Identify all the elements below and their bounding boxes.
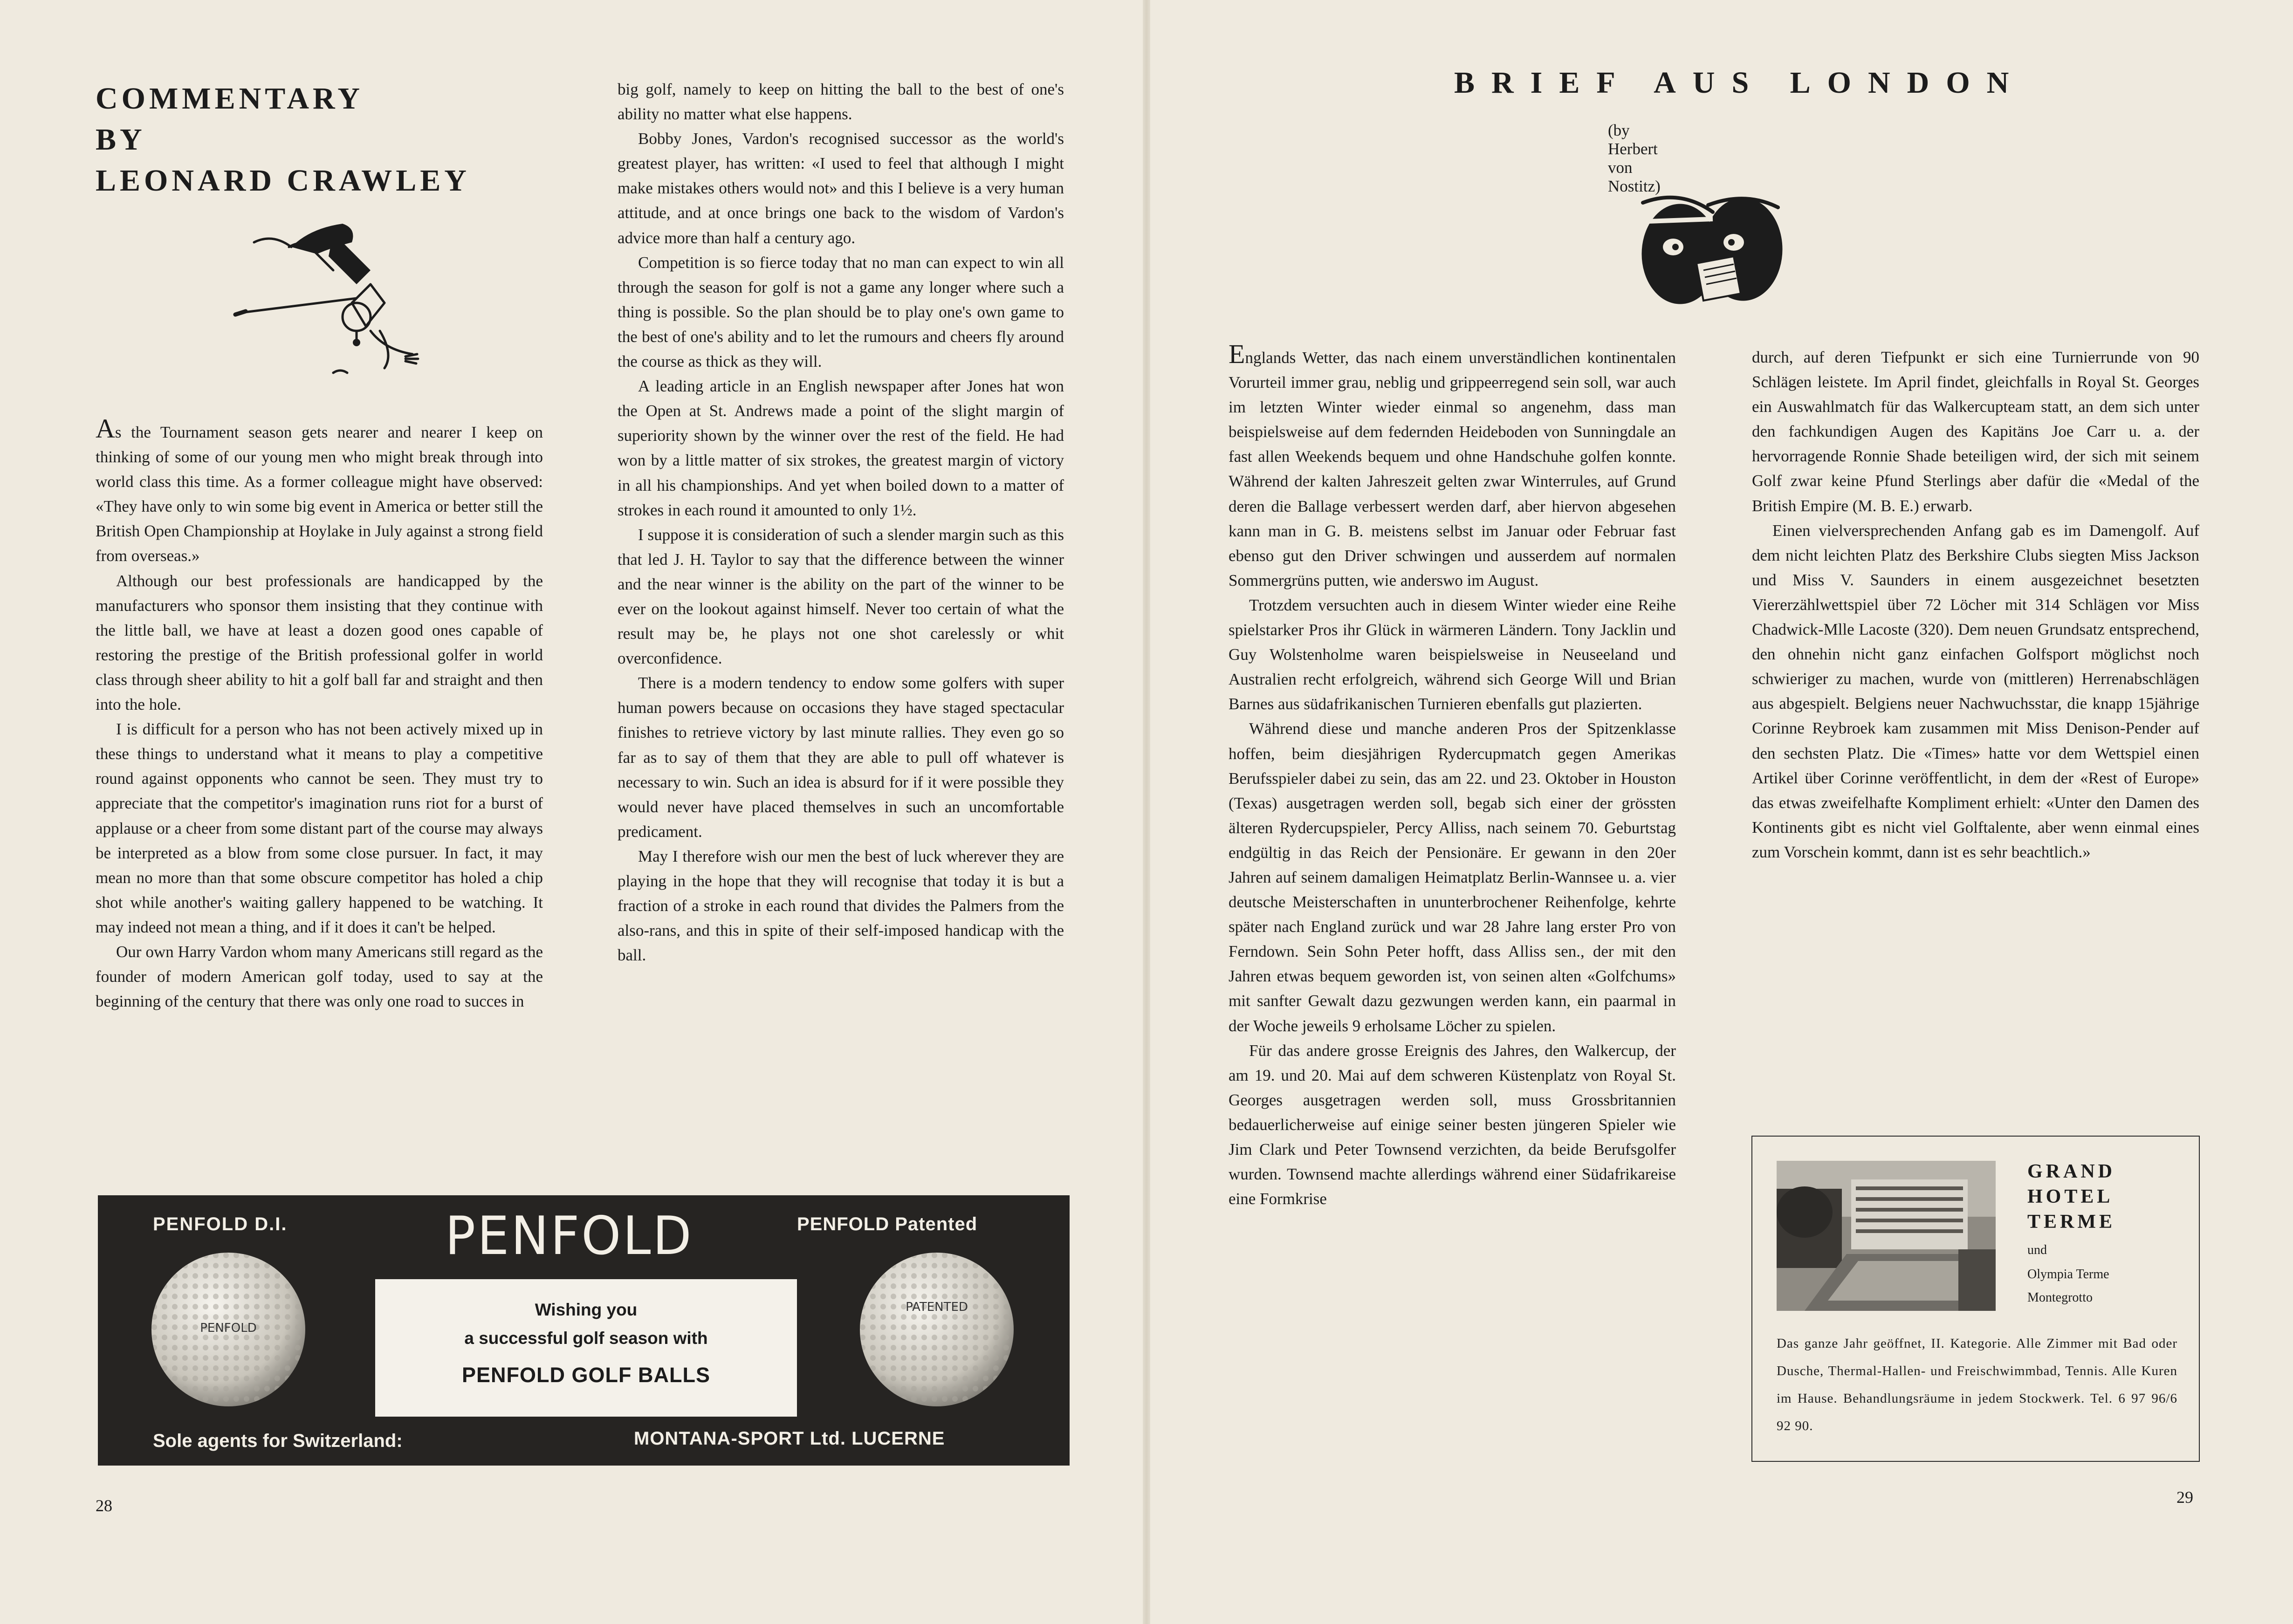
- paragraph-text: nglands Wetter, das nach einem unverständlichen kontinentalen Vorurteil immer grau, neblig und grippeerregend sein soll, war auch im letzten Winter wieder einmal so angenehm, dass man beispielsweise auf dem federnden Heideboden von Sunningdale an fast allen Weekends bequem und ohne Handschuhe golfen konnte. Während der kalten Jahreszeit gelten zwar Winterrules, auf Grund deren die Ballage verbessert werden darf, aber hiervon abgesehen kann man in G. B. meistens selbst im Januar oder Februar fast ebenso gut den Driver schwingen und ausserdem auf normalen Sommergrüns putten, wie anderswo im August.: [1229, 349, 1676, 589]
- paragraph: Einen vielversprechenden Anfang gab es im Damengolf. Auf dem nicht leichten Platz des Berkshire Clubs siegten Miss Jackson und Miss V. Saunders in einem ausgezeichnet besetzten Viererzählwettspiel über 72 Löcher mit 314 Schlägen vor Miss Chadwick-Mlle Lacoste (320). Dem neuen Grundsatz entsprechend, den ohnehin nicht ganz einfachen Golfsport möglichst noch schwieriger zu machen, wurde von (mittleren) Herrenabschlägen aus abgespielt. Belgiens neuer Nachwuchsstar, die knapp 15jährige Corinne Reybroek kam zusammen mit Miss Denison-Pender auf den sechsten Platz. Die «Times» hatte vor dem Wettspiel einen Artikel über Corinne veröffentlicht, in dem der «Rest of Europe» das etwas zweifelhafte Kompliment erhielt: «Unter den Damen des Kontinents gibt es nicht viel Golftalente, aber wenn einmal eines zum Vorschein kommt, dann ist es sehr beachtlich.»: [1752, 521, 2199, 861]
- hotel-und: und: [2027, 1243, 2047, 1257]
- article-title-right: BRIEF AUS LONDON: [1454, 66, 2026, 100]
- svg-text:PENFOLD: PENFOLD: [200, 1321, 257, 1335]
- paragraph: I suppose it is consideration of such a slender margin such as this that led J. H. Taylor to say that the difference between the winner and the near winner is the ability on the part of the winner to be ever on the lookout against himself. Never too certain of what the result may be, he plays not one shot carelessly or whit overconfidence.: [618, 525, 1064, 668]
- ad-line-2: a successful golf season with: [464, 1329, 708, 1348]
- ad-left-label: PENFOLD D.I.: [153, 1214, 288, 1234]
- ad-right-label: PENFOLD Patented: [797, 1214, 978, 1234]
- paragraph: There is a modern tendency to endow some golfers with super human powers because on occasions they have staged spectacular finishes to retrieve victory by last minute rallies. They even go so far as to say of them that they are able to pull off whatever is necessary to win. Such an idea is absurd for if it were possible they would never have placed themselves in such an uncomfortable predicament.: [618, 674, 1064, 841]
- paragraph: Während diese und manche anderen Pros der Spitzenklasse hoffen, beim diesjährigen Rydercupmatch gegen Amerikas Berufsspieler dabei zu sein, das am 22. und 23. Oktober in Houston (Texas) ausgetragen werden soll, begab sich einer der grössten älteren Rydercupspieler, Percy Alliss, nach seinem 70. Geburtstag endgültig in das Reich der Pensionäre. Er gewann in den 20er Jahren auf seinem damaligen Heimatplatz Berlin-Wannsee u. a. vier deutsche Meisterschaften in ununterbrochener Reihenfolge, kehrte später nach England zurück und war 28 Jahre lang erster Pro von Ferndown. Sein Sohn Peter hofft, dass Alliss sen., der mit den Jahren etwas bequem geworden ist, von seinen alten «Golfchums» mit sanfter Gewalt dazu gezwungen werden kann, ein paarmal in der Woche jeweils 9 erholsame Löcher zu spielen.: [1229, 719, 1676, 1035]
- article-title-left: COMMENTARY BY LEONARD CRAWLEY: [96, 82, 470, 198]
- ad-line-3: PENFOLD GOLF BALLS: [462, 1363, 710, 1387]
- paragraph: durch, auf deren Tiefpunkt er sich eine Turnierrunde von 90 Schlägen leistete. Im April findet, gleichfalls in Royal St. Georges ein Auswahlmatch für das Walkercupteam statt, an dem sich unter den fachkundigen Augen des Kapitäns Joe Carr u. a. der hervorragende Ronnie Shade beteiligen wird, der sich mit seinem Golf zwar keine Pfund Sterlings aber dafür die «Medal of the British Empire (M. B. E.) erwarb.: [1752, 348, 2199, 515]
- german-column-2: [1752, 345, 2199, 864]
- byline: (by Herbert von Nostitz): [1608, 121, 1661, 195]
- paragraph: [1229, 339, 1676, 593]
- paragraph: Bobby Jones, Vardon's recognised successor as the world's greatest player, has written: «I used to feel that although I might make mistakes others would not» and this I believe is a very human attitude, and at once brings one back to the wisdom of Vardon's advice more than half a century ago.: [618, 130, 1064, 247]
- paragraph: Although our best professionals are handicapped by the manufacturers who sponsor them insisting that they continue with the little ball, we have at least a dozen good ones capable of restoring the prestige of the British professional golfer in world class through sheer ability to hit a golf ball far and straight and then into the hole.: [96, 571, 543, 714]
- hotel-name: GRAND HOTEL TERME: [2027, 1161, 2116, 1233]
- paragraph: Our own Harry Vardon whom many Americans still regard as the founder of modern American golf today, used to say at the beginning of the century that there was only one road to succes in: [96, 942, 543, 1011]
- page-number-left: 28: [96, 1496, 112, 1515]
- paragraph: May I therefore wish our men the best of luck wherever they are playing in the hope that they will recognise that today it is but a fraction of a stroke in each round that divides the Palmers from the also-rans, and this in spite of their self-imposed handicap with the ball.: [618, 847, 1064, 965]
- hotel-photo: [1777, 1161, 1996, 1311]
- german-column-1: [1229, 339, 1676, 1211]
- svg-text:PATENTED: PATENTED: [906, 1300, 968, 1314]
- paragraph: I is difficult for a person who has not been actively mixed up in these things to understand what it means to play a competitive round against opponents who cannot be seen. They must try to appreciate that the competitor's imagination runs riot for a burst of applause or a cheer from some distant part of the course may always be interpreted as a blow from some close pursuer. In fact, it may mean no more than that some obscure competitor has holed a chip shot while another's waiting gallery happened to be watching. It may indeed not mean a thing, and if it does it can't be helped.: [96, 720, 543, 936]
- ad-sole-agents: Sole agents for Switzerland:: [153, 1431, 403, 1451]
- page-gutter: [1143, 0, 1150, 1624]
- drop-cap: A: [96, 413, 115, 444]
- hotel-location-2: Montegrotto: [2027, 1290, 2093, 1305]
- paragraph: A leading article in an English newspaper after Jones hat won the Open at St. Andrews made a point of the slight margin of superiority shown by the winner over the rest of the field. He had won by a little matter of six strokes, the greatest margin of victory in all his championships. And yet when boiled down to a matter of strokes in each round it amounted to only 1½.: [618, 377, 1064, 519]
- paragraph: big golf, namely to keep on hitting the ball to the best of one's ability no matter what else happens.: [618, 80, 1064, 123]
- paragraph: Trotzdem versuchten auch in diesem Winter wieder eine Reihe spielstarker Pros ihr Glück in wärmeren Ländern. Tony Jacklin und Guy Wolstenholme waren beispielsweise in Neuseeland und Australien recht erfolgreich, während sich George Will und Brian Barnes aus südafrikanischen Turnieren ebenfalls gut plazierten.: [1229, 596, 1676, 713]
- ad-brand-logo: PENFOLD: [445, 1205, 693, 1267]
- ad-company: MONTANA-SPORT Ltd. LUCERNE: [634, 1428, 945, 1449]
- hotel-description: Das ganze Jahr geöffnet, II. Kategorie. Alle Zimmer mit Bad oder Dusche, Thermal-Hallen- und Freischwimmbad, Tennis. Alle Kuren im Hause. Behandlungsräume in jedem Stockwerk. Tel. 6 97 96/6 92 90.: [1777, 1336, 2177, 1433]
- ad-line-1: Wishing you: [535, 1300, 638, 1319]
- paragraph: Competition is so fierce today that no man can expect to win all through the season for golf is not a game any longer where such a thing is possible. So the plan should be to play one's own game to the best of one's ability and to let the rumours and cheers fly around the course as thick as they will.: [618, 253, 1064, 371]
- paragraph: Für das andere grosse Ereignis des Jahres, den Walkercup, der am 19. und 20. Mai auf dem schweren Küstenplatz von Royal St. Georges ausgetragen werden soll, muss Grossbritannien bedauerlicherweise auf einige seiner besten jüngeren Spieler wie Jim Clark und Peter Townsend verzichten, da beide Berufsgolfer wurden. Townsend machte allerdings während einer Südafrikareise eine Formkrise: [1229, 1041, 1676, 1208]
- hotel-advertisement: [1751, 1136, 2200, 1462]
- paragraph-text: s the Tournament season gets nearer and nearer I keep on thinking of some of our young men who might break through into world class this time. As a former colleague might have observed: «They have only to win some big event in America or better still the British Open Championship at Hoylake in July against a strong field from overseas.»: [96, 423, 543, 565]
- page-number-right: 29: [2176, 1488, 2193, 1507]
- drop-cap: E: [1229, 339, 1245, 369]
- newspaper-readers-cartoon: [1634, 193, 1787, 312]
- hotel-location-1: Olympia Terme: [2027, 1267, 2109, 1281]
